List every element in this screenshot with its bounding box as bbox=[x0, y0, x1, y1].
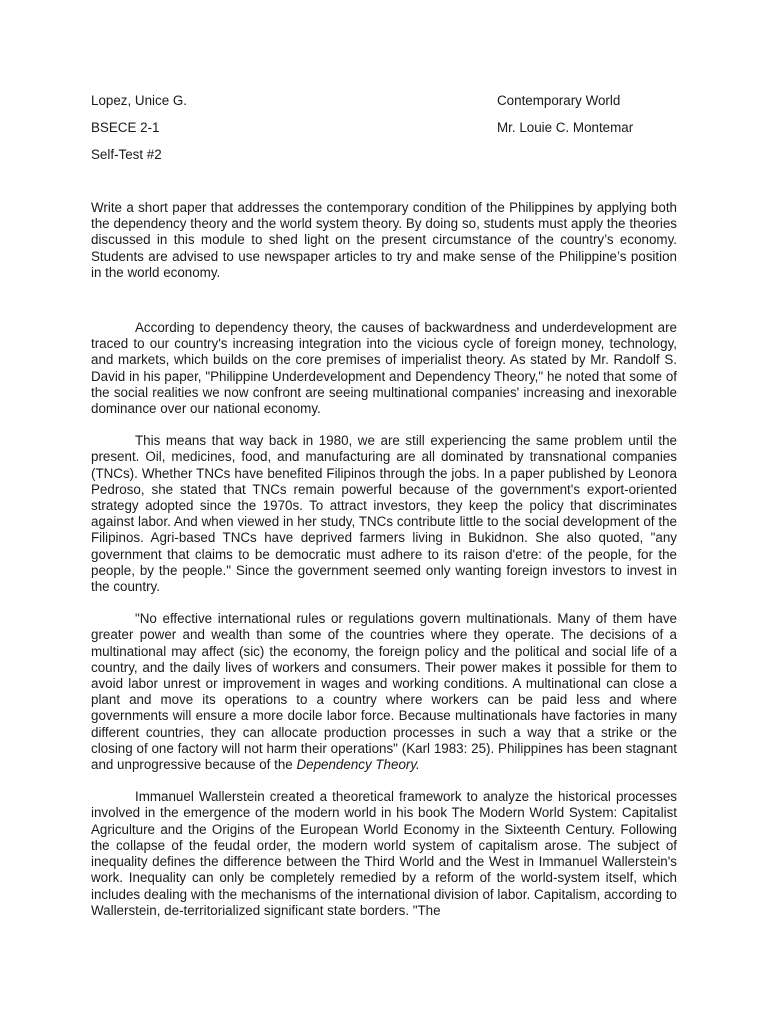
body-paragraph-4: Immanuel Wallerstein created a theoretical framework to analyze the historical processes involved in the emergence of the modern world in his book The Modern World System: Capitalist Agriculture and the Origins of the European World Economy in the Sixteenth Century. Following the collapse of the feudal order, the modern world system of capitalism arose. The subject of inequality defines the difference between the Third World and the West in Immanuel Wallerstein's work. Inequality can only be completely remedied by a reform of the world-system itself, which includes dealing with the mechanisms of the international division of labor. Capitalism, according to Wallerstein, de-territorialized significant state borders. "The bbox=[91, 789, 677, 918]
header-row-1 bbox=[91, 92, 681, 110]
prompt-paragraph: Write a short paper that addresses the contemporary condition of the Philippines by applying both the dependency theory and the world system theory. By doing so, students must apply the theories discussed in this module to shed light on the present circumstance of the country’s economy. Students are advised to use newspaper articles to try and make sense of the Philippine’s position in the world economy. bbox=[91, 200, 677, 280]
header-row-2 bbox=[91, 119, 681, 137]
essay-body bbox=[91, 320, 677, 919]
body-paragraph-3-text: "No effective international rules or regulations govern multinationals. Many of them have greater power and wealth than some of the countries where they operate. The decisions of a multinational may affect (sic) the economy, the foreign policy and the political and social life of a country, and the daily lives of workers and consumers. Their power makes it possible for them to avoid labor unrest or improvement in wages and working conditions. A multinational can close a plant and move its operations to a country where workers can be paid less and where governments will ensure a more docile labor force. Because multinationals have factories in many different countries, they can allocate production processes in such a way that a strike or the closing of one factory will not harm their operations" (Karl 1983: 25). Philippines has been stagnant and unprogressive because of the bbox=[91, 611, 677, 773]
body-paragraph-2: This means that way back in 1980, we are still experiencing the same problem until the present. Oil, medicines, food, and manufacturing are all dominated by transnational companies (TNCs). Whether TNCs have benefited Filipinos through the jobs. In a paper published by Leonora Pedroso, she stated that TNCs remain powerful because of the government's export-oriented strategy adopted since the 1970s. To attract investors, they keep the policy that discriminates against labor. And when viewed in her study, TNCs contribute little to the social development of the Filipinos. Agri-based TNCs have deprived farmers living in Bukidnon. She also quoted, "any government that claims to be democratic must adhere to its raison d'etre: of the people, for the people, by the people." Since the government seemed only wanting foreign investors to invest in the country. bbox=[91, 433, 677, 595]
body-paragraph-3 bbox=[91, 611, 677, 773]
header-row-3 bbox=[91, 146, 681, 164]
body-paragraph-1: According to dependency theory, the causes of backwardness and underdevelopment are traced to our country's increasing integration into the vicious cycle of foreign money, technology, and markets, which builds on the core premises of imperialist theory. As stated by Mr. Randolf S. David in his paper, "Philippine Underdevelopment and Dependency Theory," he noted that some of the social realities we now confront are seeing multinational companies' increasing and inexorable dominance over our national economy. bbox=[91, 320, 677, 417]
subject-name: Contemporary World bbox=[497, 93, 621, 108]
assignment-prompt bbox=[91, 200, 677, 281]
student-name: Lopez, Unice G. bbox=[91, 93, 188, 108]
section-label: BSECE 2-1 bbox=[91, 120, 160, 135]
assignment-title: Self-Test #2 bbox=[91, 147, 162, 162]
instructor-name: Mr. Louie C. Montemar bbox=[497, 120, 634, 135]
body-paragraph-3-italic: Dependency Theory. bbox=[296, 757, 420, 773]
